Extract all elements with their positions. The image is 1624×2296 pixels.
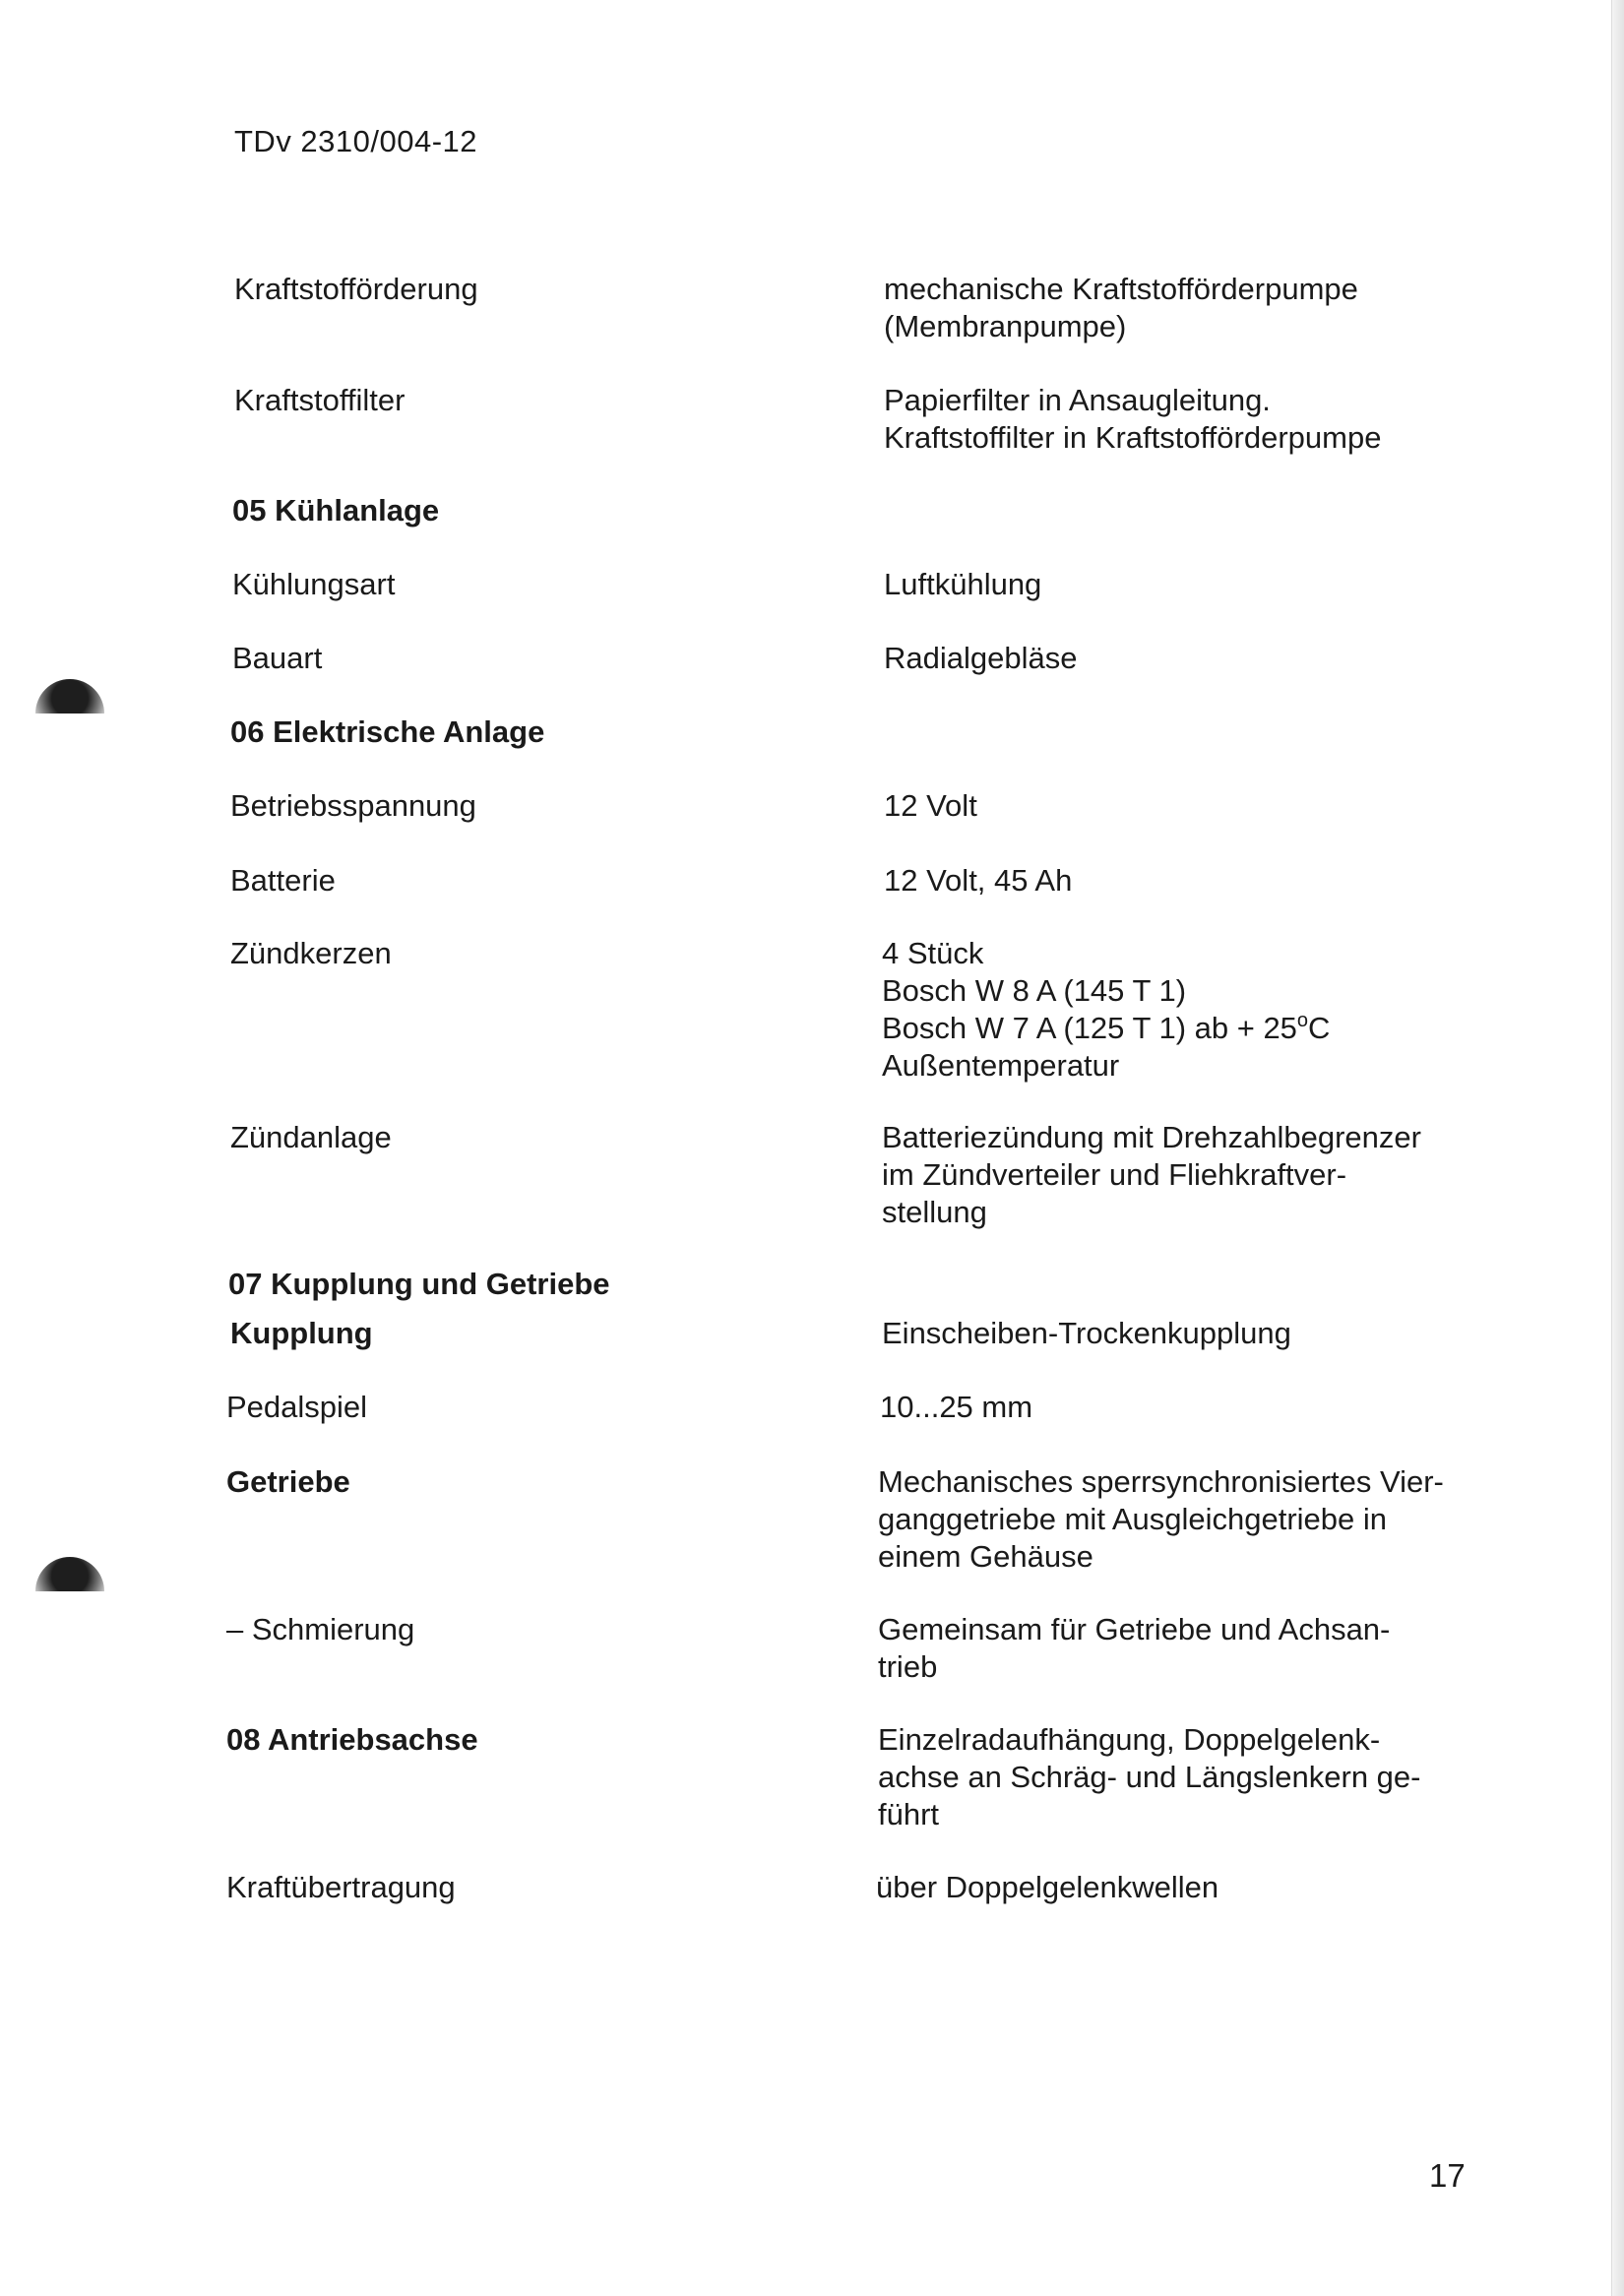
spec-value-fuel-filter-line2: Kraftstoffilter in Kraftstofförderpumpe [884, 420, 1382, 455]
section-heading-clutch-gearbox: 07 Kupplung und Getriebe [228, 1267, 610, 1301]
document-id: TDv 2310/004-12 [234, 124, 478, 158]
spec-value-gearbox-line1: Mechanisches sperrsynchronisiertes Vier- [878, 1464, 1444, 1499]
spec-value-drive-axle-line2: achse an Schräg- und Längslenkern ge- [878, 1760, 1421, 1794]
degree-superscript: o [1296, 1010, 1309, 1031]
spec-label-cooling-type: Kühlungsart [232, 567, 396, 601]
spec-value-spark-plugs-line3-text: Bosch W 7 A (125 T 1) ab + 25 [882, 1011, 1297, 1045]
spec-value-spark-plugs-line3 [882, 1010, 1330, 1047]
spec-value-drive-axle-line1: Einzelradaufhängung, Doppelgelenk- [878, 1722, 1381, 1757]
spec-label-gearbox: Getriebe [226, 1464, 350, 1499]
spec-value-pedal-play: 10...25 mm [880, 1390, 1033, 1424]
punch-hole-lower [35, 1557, 104, 1626]
spec-label-battery: Batterie [230, 863, 336, 898]
spec-value-drive-axle-line3: führt [878, 1797, 940, 1831]
spec-label-operating-voltage: Betriebsspannung [230, 788, 476, 823]
punch-hole-upper [35, 679, 104, 748]
spec-value-power-transmission: über Doppelgelenkwellen [876, 1870, 1219, 1904]
spec-label-fuel-delivery: Kraftstofförderung [234, 272, 478, 306]
temperature-unit: C [1308, 1011, 1331, 1045]
spec-value-gearbox-line3: einem Gehäuse [878, 1539, 1093, 1574]
spec-value-fuel-filter-line1: Papierfilter in Ansaugleitung. [884, 383, 1271, 417]
spec-label-spark-plugs: Zündkerzen [230, 936, 392, 970]
spec-label-pedal-play: Pedalspiel [226, 1390, 368, 1424]
spec-label-ignition: Zündanlage [230, 1120, 392, 1154]
spec-value-fuel-delivery-line1: mechanische Kraftstofförderpumpe [884, 272, 1358, 306]
section-heading-drive-axle: 08 Antriebsachse [226, 1722, 478, 1757]
spec-label-clutch: Kupplung [230, 1316, 373, 1350]
spec-label-fuel-filter: Kraftstoffilter [234, 383, 406, 417]
spec-value-ignition-line3: stellung [882, 1195, 987, 1229]
spec-value-ignition-line1: Batteriezündung mit Drehzahlbegrenzer [882, 1120, 1421, 1154]
spec-label-power-transmission: Kraftübertragung [226, 1870, 456, 1904]
spec-value-fuel-delivery-line2: (Membranpumpe) [884, 309, 1127, 343]
spec-value-spark-plugs-line2: Bosch W 8 A (145 T 1) [882, 973, 1187, 1008]
spec-value-cooling-type: Luftkühlung [884, 567, 1042, 601]
spec-label-lubrication: – Schmierung [226, 1612, 415, 1646]
spec-value-design: Radialgebläse [884, 641, 1078, 675]
spec-value-operating-voltage: 12 Volt [884, 788, 977, 823]
spec-label-design: Bauart [232, 641, 323, 675]
section-heading-cooling: 05 Kühlanlage [232, 493, 440, 527]
spec-value-battery: 12 Volt, 45 Ah [884, 863, 1073, 898]
page-edge [1611, 0, 1624, 2296]
spec-value-gearbox-line2: ganggetriebe mit Ausgleichgetriebe in [878, 1502, 1388, 1536]
spec-value-spark-plugs-line1: 4 Stück [882, 936, 984, 970]
section-heading-electrical: 06 Elektrische Anlage [230, 714, 545, 749]
spec-value-lubrication-line2: trieb [878, 1649, 938, 1684]
page-number: 17 [1429, 2157, 1466, 2194]
spec-value-lubrication-line1: Gemeinsam für Getriebe und Achsan- [878, 1612, 1391, 1646]
spec-value-clutch: Einscheiben-Trockenkupplung [882, 1316, 1291, 1350]
spec-value-ignition-line2: im Zündverteiler und Fliehkraftver- [882, 1157, 1347, 1192]
spec-value-spark-plugs-line4: Außentemperatur [882, 1048, 1120, 1083]
